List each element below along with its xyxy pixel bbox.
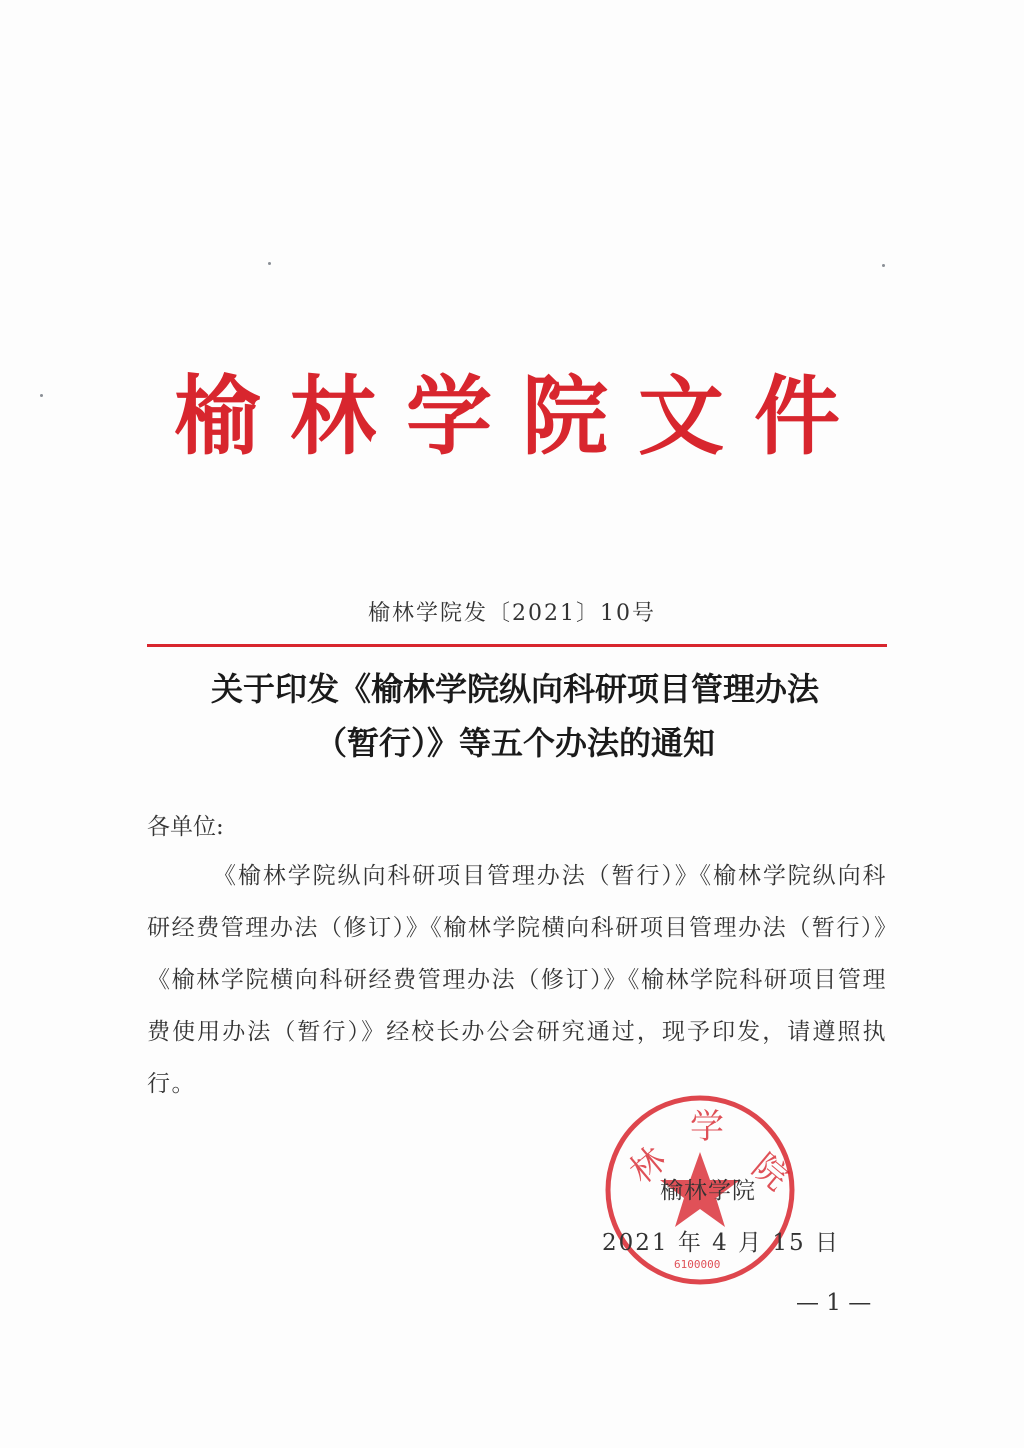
seal-char: 院: [744, 1146, 796, 1199]
document-number: 榆林学院发〔2021〕10号: [368, 601, 656, 626]
issue-date: 2021 年 4 月 15 日: [602, 1230, 840, 1256]
notice-body: 《榆林学院纵向科研项目管理办法（暂行）》《榆林学院纵向科研经费管理办法（修订）》《榆林学院横向科研项目管理办法（暂行）》《榆林学院横向科研经费管理办法（修订）》《榆林学院科研项目管理费使用办法（暂行）》经校长办公会研究通过，现予印发，请遵照执行。: [147, 863, 887, 1097]
scan-speck: [268, 262, 271, 265]
signature-issuer: 榆林学院: [660, 1178, 756, 1204]
salutation: 各单位:: [147, 814, 224, 840]
red-divider-line: [147, 644, 887, 647]
notice-title: [120, 662, 910, 770]
document-header-title: 榆林学院文件: [174, 367, 870, 467]
notice-title-line-2: （暂行）》等五个办法的通知: [314, 724, 715, 762]
page-number: — 1 —: [796, 1290, 872, 1316]
notice-title-line-1: 关于印发《榆林学院纵向科研项目管理办法: [210, 670, 819, 708]
seal-code: 6100000: [674, 1258, 721, 1271]
seal-char: 学: [690, 1107, 724, 1147]
scan-speck: [882, 264, 885, 267]
seal-char: 林: [622, 1139, 674, 1192]
